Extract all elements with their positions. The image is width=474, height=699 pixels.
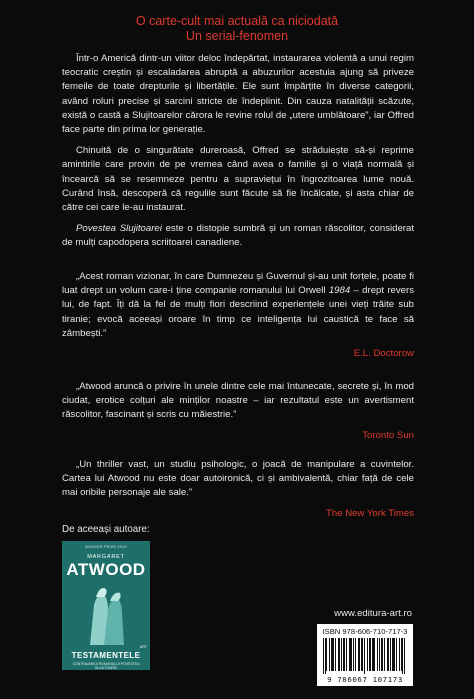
- barcode-bar: [401, 638, 402, 671]
- barcode-bar: [338, 638, 339, 671]
- barcode-bar: [384, 638, 385, 671]
- barcode-bar: [374, 638, 375, 671]
- barcode-bar: [344, 638, 345, 671]
- cover-header: [0, 14, 474, 44]
- synopsis: [62, 52, 414, 258]
- barcode-bar: [339, 638, 340, 671]
- quote-3-source: The New York Times: [326, 507, 414, 519]
- barcode-icon: [323, 638, 407, 674]
- review-quote-1: [62, 270, 414, 361]
- quote-1-text-b: – drept revers lui, de fapt. Îți dă la fel de mulți fiori descriind experiențele unei vieți trăite sub tiranie; evocă aceeași oroare în timp ce inteligența lui caustică te face să zâmbești.”: [62, 285, 415, 339]
- quote-2-text: „Atwood aruncă o privire în unele dintre cele mai întunecate, secrete și, în mod ciudat, erotice colțuri ale minților noastre – iar rezultatul este un avertisment răscolitor, fascinant și scris cu măiestrie.”: [62, 381, 414, 421]
- barcode-bar: [393, 638, 394, 671]
- isbn-label: ISBN 978-606-710-717-3: [322, 627, 408, 636]
- barcode-bar: [392, 638, 393, 671]
- barcode-bar: [343, 638, 344, 671]
- synopsis-paragraph-1: Într-o Americă dintr-un viitor deloc îndepărtat, instaurarea violentă a unui regim teocratic creștin și escaladarea abruptă a abuzurilor acestuia ajung să priveze femeile de toate drepturile și libertățile. Ele sunt împărțite în diverse categorii, având roluri precise și sarcini stricte de îndeplinit. Din cauza natalității scăzute, există o castă a Slujitoarelor cărora le revine rolul de „utere umblătoare”, iar Offred face parte din prima lor generație.: [62, 53, 414, 136]
- synopsis-paragraph-2: Chinuită de o singurătate dureroasă, Offred se străduiește să-și reprime amintirile care provin de pe vremea când avea o familie și o viață normală și încearcă să se resemneze pentru a supraviețui în îngrozitoarea lume nouă. Curând însă, descoperă că regulile sunt făcute să fie încălcate, și asta chiar de către cei care le-au instaurat.: [62, 145, 414, 214]
- barcode-bar: [382, 638, 383, 671]
- also-by-label: De aceeași autoare:: [62, 524, 150, 535]
- barcode-bar: [335, 638, 336, 671]
- barcode-bar: [359, 638, 360, 671]
- barcode-bar: [362, 638, 363, 671]
- book-prize-tag: BOOKER PRIZE 2019: [85, 545, 127, 549]
- barcode-bar: [333, 638, 334, 671]
- barcode-bar: [387, 638, 388, 671]
- review-quote-2: [62, 380, 414, 443]
- barcode-bar: [346, 638, 347, 671]
- barcode-bar: [370, 638, 371, 671]
- barcode-bar: [350, 638, 351, 671]
- quote-3-text: „Un thriller vast, un studiu psihologic, o joacă de manipulare a cuvintelor. Cartea lui Atwood nu este doar autoironică, ci și ambivalentă, chiar față de cele mai oribile personaje ale sale.”: [62, 459, 414, 499]
- book-subtitle: CONTINUAREA ROMANULUI POVESTEA SLUJITOAREI: [72, 662, 140, 670]
- synopsis-paragraph-3: [62, 222, 414, 250]
- barcode-bar: [372, 638, 373, 671]
- quote-1-emphasis: 1984: [328, 285, 351, 297]
- barcode-bar: [331, 638, 332, 671]
- tagline-1: O carte-cult mai actuală ca niciodată: [135, 14, 339, 28]
- barcode-bar: [367, 638, 368, 671]
- barcode-bar: [369, 638, 370, 671]
- barcode-bar: [404, 638, 405, 674]
- barcode-bar: [353, 638, 354, 671]
- barcode-bar: [399, 638, 400, 671]
- review-quote-3: [62, 458, 414, 521]
- isbn-barcode: [317, 624, 413, 686]
- barcode-bar: [402, 638, 403, 674]
- handmaid-figures-icon: [84, 583, 128, 647]
- barcode-bar: [341, 638, 342, 671]
- barcode-bar: [381, 638, 382, 671]
- barcode-bar: [373, 638, 374, 671]
- book-author-last: ATWOOD: [66, 560, 146, 579]
- quote-1-text-a: „Acest roman vizionar, în care Dumnezeu și Guvernul și-au unit forțele, poate fi luat drept un volum care-i ține companie romanului lui Orwell: [62, 271, 414, 297]
- publisher-website: www.editura-art.ro: [334, 608, 412, 619]
- barcode-bar: [388, 638, 389, 671]
- quote-2-source: Toronto Sun: [362, 429, 414, 441]
- book-publisher: ART: [139, 645, 147, 649]
- book-cover-testamentele: [62, 541, 150, 670]
- barcode-bar: [355, 638, 356, 671]
- book-title: TESTAMENTELE: [71, 651, 141, 660]
- barcode-bar: [326, 638, 327, 671]
- barcode-bar: [351, 638, 352, 671]
- barcode-bar: [361, 638, 362, 671]
- barcode-bar: [377, 638, 378, 671]
- barcode-bar: [396, 638, 397, 671]
- tagline-2: Un serial-fenomen: [185, 29, 289, 43]
- barcode-bar: [364, 638, 365, 674]
- isbn-digits: 9 786067 107173: [327, 675, 403, 684]
- barcode-bar: [358, 638, 359, 671]
- barcode-bar: [332, 638, 333, 671]
- book-title-italic: Povestea Slujitoarei: [76, 223, 162, 235]
- quote-1-source: E.L. Doctorow: [353, 348, 414, 360]
- barcode-bar: [325, 638, 326, 674]
- barcode-bar: [349, 638, 350, 671]
- barcode-bar: [329, 638, 330, 671]
- barcode-bar: [390, 638, 391, 671]
- barcode-bar: [379, 638, 380, 671]
- book-author-first: MARGARET: [87, 554, 125, 560]
- barcode-bar: [323, 638, 324, 674]
- synopsis-paragraph-3-rest: este o distopie sumbră și un roman răscolitor, considerat de mulți capodopera scriitoarei canadiene.: [62, 223, 414, 249]
- barcode-bar: [394, 638, 395, 671]
